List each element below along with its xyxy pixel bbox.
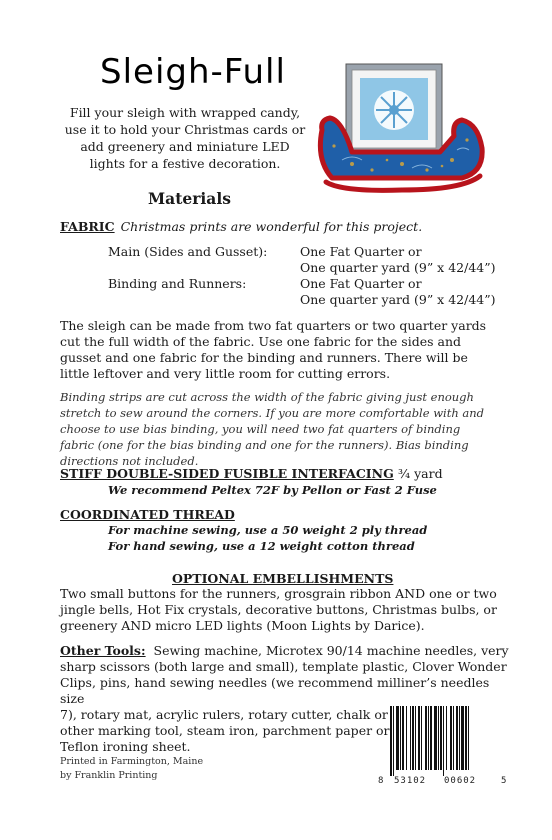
other-tools-heading: Other Tools: [60,643,146,658]
materials-heading: Materials [148,189,231,208]
christmas-card-image [346,64,442,154]
other-tools-text: other marking tool, steam iron, parchment paper or [60,723,390,738]
optional-text: Two small buttons for the runners, grosgrain ribbon AND one or two jingle bells, Hot Fix crystals, decorative buttons, Christmas bulbs, or greenery AND micro LED lights (Moon Lights by Darice). [60,586,497,633]
thread-heading: COORDINATED THREAD [60,507,235,522]
fabric-heading: FABRIC [60,219,115,234]
fabric-row-value: One Fat Quarter or [300,276,422,291]
other-tools-text: Clips, pins, hand sewing needles (we recommend milliner’s needles size [60,675,490,706]
interfacing-amount: ¾ yard [398,466,443,481]
thread-note: For hand sewing, use a 12 weight cotton thread [108,539,415,553]
fabric-row-value: One quarter yard (9” x 42/44”) [300,292,496,307]
interfacing-note: We recommend Peltex 72F by Pellon or Fast 2 Fuse [108,483,437,497]
fabric-row-label: Binding and Runners: [108,276,247,291]
fabric-note: Christmas prints are wonderful for this project. [120,219,423,234]
sleigh-image [312,60,488,196]
other-tools-text: 7), rotary mat, acrylic rulers, rotary cutter, chalk or [60,707,388,722]
interfacing-heading: STIFF DOUBLE-SIDED FUSIBLE INTERFACING [60,466,394,481]
barcode [378,700,507,796]
printer-credit [60,755,203,783]
fabric-row-label: Main (Sides and Gusset): [108,244,268,259]
other-tools-text: Teflon ironing sheet. [60,739,191,754]
footer-line: Printed in Farmington, Maine [60,756,204,767]
barcode-digits: 53102 [394,776,427,786]
page-title: Sleigh-Full [100,52,286,92]
barcode-digit: 5 [501,776,507,786]
fabric-row-value: One quarter yard (9” x 42/44”) [300,260,496,275]
binding-note: Binding strips are cut across the width of the fabric giving just enough stretch to sew around the corners. If you are more comfortable with and choose to use bias binding, you will need two fat quarters of binding fabric (one for the bias binding and one for the runners). Bias binding directions not included. [60,390,485,468]
other-tools-text: sharp scissors (both large and small), template plastic, Clover Wonder [60,659,507,674]
fabric-row-value: One Fat Quarter or [300,244,422,259]
intro-text: Fill your sleigh with wrapped candy, use it to hold your Christmas cards or add greenery and miniature LED lights for a festive decoration. [64,105,306,171]
barcode-digit: 8 [378,776,384,786]
barcode-bars [388,706,500,776]
other-tools-text: Sewing machine, Microtex 90/14 machine needles, very [153,643,509,658]
optional-heading: OPTIONAL EMBELLISHMENTS [172,571,394,586]
footer-line: by Franklin Printing [60,770,158,781]
fabric-paragraph: The sleigh can be made from two fat quarters or two quarter yards cut the full width of the fabric. Use one fabric for the sides and gusset and one fabric for the binding and runners. There will be little leftover and very little room for cutting errors. [60,318,487,381]
fabric-line [60,219,422,234]
barcode-digits: 00602 [444,776,477,786]
thread-note: For machine sewing, use a 50 weight 2 ply thread [108,523,428,537]
